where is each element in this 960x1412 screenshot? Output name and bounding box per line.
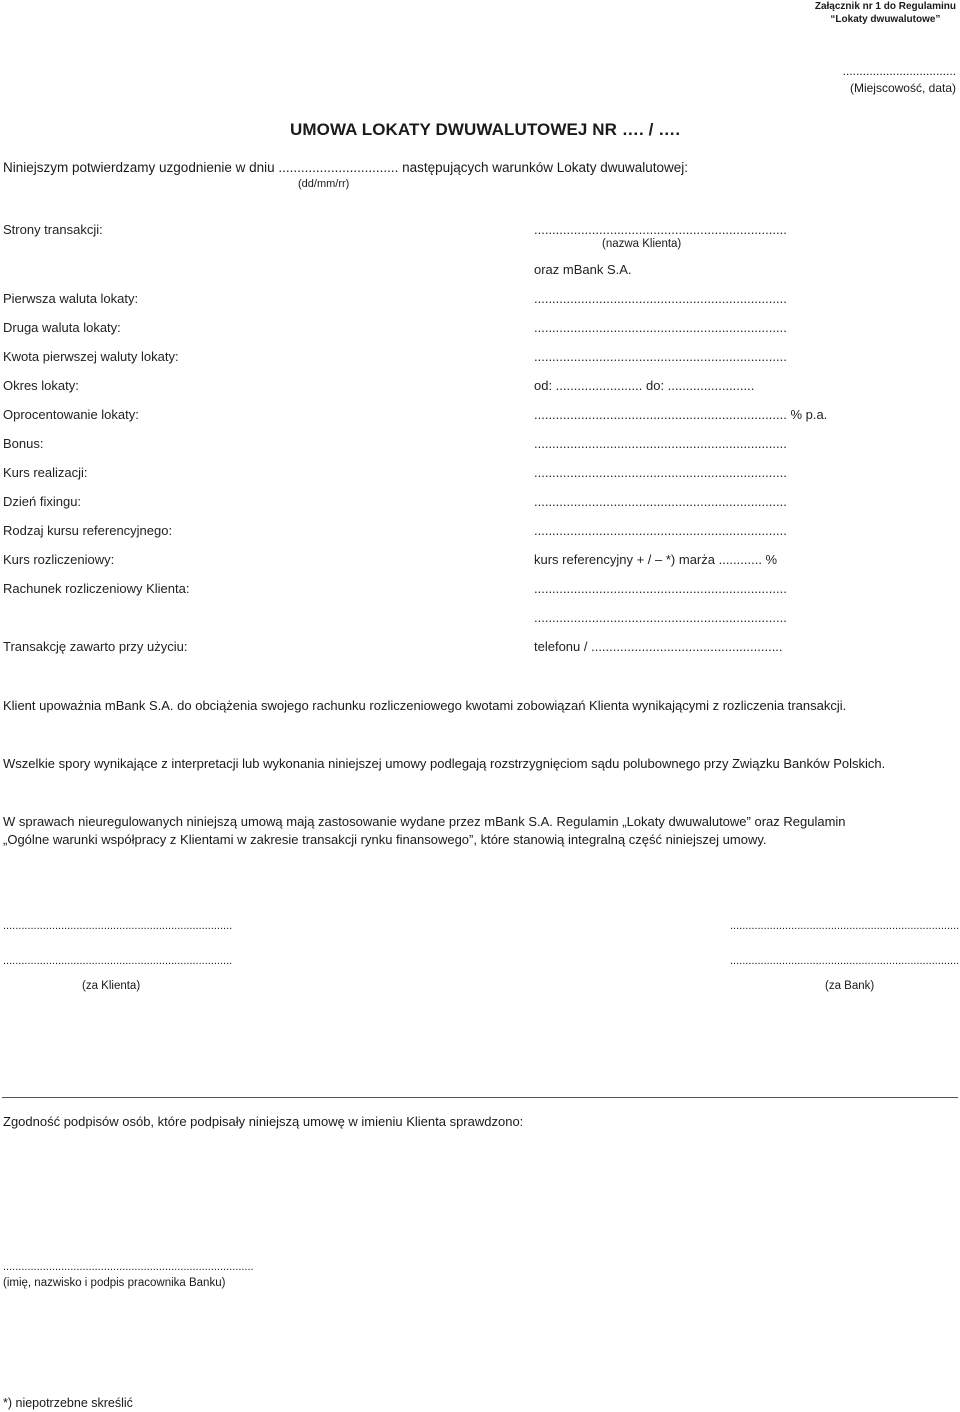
client-signature-line-1: ...........................................................................: [3, 920, 233, 932]
field-value-bonus: ......................................................................: [534, 436, 787, 451]
field-label-amount: Kwota pierwszej waluty lokaty:: [3, 349, 179, 364]
field-value-channel: telefonu / .....................................................: [534, 639, 783, 654]
field-label-first-currency: Pierwsza waluta lokaty:: [3, 291, 139, 306]
place-date-caption: (Miejscowość, data): [849, 81, 956, 95]
field-label-parties: Strony transakcji:: [3, 222, 103, 237]
field-extra-bank: oraz mBank S.A.: [534, 262, 632, 277]
field-value-fixing-day: ......................................................................: [534, 494, 787, 509]
field-label-bonus: Bonus:: [3, 436, 44, 451]
intro-text: Niniejszym potwierdzamy uzgodnienie w dniu ................................ następujących warunków Lokaty dwuwalutowej:: [3, 160, 689, 175]
field-value-reference-type: ......................................................................: [534, 523, 787, 538]
verification-caption: (imię, nazwisko i podpis pracownika Banku): [3, 1277, 226, 1289]
field-value-interest: ...................................................................... % p.a.: [534, 407, 828, 422]
field-value-settlement-account: ......................................................................: [534, 581, 787, 596]
client-signature-line-2: ...........................................................................: [3, 955, 233, 967]
bank-signature-line-2: ...........................................................................: [730, 955, 960, 967]
field-label-period: Okres lokaty:: [3, 378, 79, 393]
verification-signature-line: ..................................................................................: [3, 1261, 254, 1273]
verification-text: Zgodność podpisów osób, które podpisały niniejszą umowę w imieniu Klienta sprawdzono:: [3, 1114, 524, 1129]
attachment-line-1: Załącznik nr 1 do Regulaminu: [814, 1, 956, 12]
paragraph-disputes: Wszelkie spory wynikające z interpretacji lub wykonania niniejszej umowy podlegają rozstrzygnięciom sądu polubownego przy Związku Banków Polskich.: [3, 756, 886, 771]
document-title: UMOWA LOKATY DWUWALUTOWEJ NR …. / ….: [290, 120, 681, 139]
field-label-reference-type: Rodzaj kursu referencyjnego:: [3, 523, 173, 538]
client-signature-caption: (za Klienta): [82, 980, 141, 992]
paragraph-regulations: W sprawach nieuregulowanych niniejszą umową mają zastosowanie wydane przez mBank S.A. Regulamin „Lokaty dwuwalutowe” oraz Regulamin „Ogólne warunki współpracy z Klientami w zakresie transakcji rynku finansowego”, które stanowią integralną część niniejszej umowy.: [3, 814, 846, 847]
field-value-amount: ......................................................................: [534, 349, 787, 364]
field-sub-client-name: (nazwa Klienta): [602, 238, 682, 250]
field-label-interest: Oprocentowanie lokaty:: [3, 407, 139, 422]
field-label-settlement-account: Rachunek rozliczeniowy Klienta:: [3, 581, 190, 596]
paragraph-debit-authorization: Klient upoważnia mBank S.A. do obciążenia swojego rachunku rozliczeniowego kwotami zobowiązań Klienta wynikającymi z rozliczenia transakcji.: [3, 698, 847, 713]
place-date-dots: ..................................: [842, 64, 956, 78]
field-label-channel: Transakcję zawarto przy użyciu:: [3, 639, 188, 654]
field-label-second-currency: Druga waluta lokaty:: [3, 320, 121, 335]
field-label-strike-rate: Kurs realizacji:: [3, 465, 88, 480]
attachment-note: [815, 0, 956, 26]
field-value-second-currency: ......................................................................: [534, 320, 787, 335]
intro-date-format: (dd/mm/rr): [298, 178, 350, 190]
field-label-settlement-rate: Kurs rozliczeniowy:: [3, 552, 115, 567]
field-value-parties: ......................................................................: [534, 222, 787, 237]
footnote: *) niepotrzebne skreślić: [3, 1396, 133, 1410]
attachment-line-2: “Lokaty dwuwalutowe”: [830, 14, 941, 25]
field-value-settlement-account-2: ......................................................................: [534, 610, 787, 625]
field-value-period: od: ........................ do: ........................: [534, 378, 755, 393]
field-value-settlement-rate: kurs referencyjny + / – *) marża ............ %: [534, 552, 778, 567]
field-value-first-currency: ......................................................................: [534, 291, 787, 306]
section-divider: [2, 1097, 958, 1098]
field-value-strike-rate: ......................................................................: [534, 465, 787, 480]
bank-signature-caption: (za Bank): [825, 980, 875, 992]
bank-signature-line-1: ...........................................................................: [730, 920, 960, 932]
field-label-fixing-day: Dzień fixingu:: [3, 494, 82, 509]
